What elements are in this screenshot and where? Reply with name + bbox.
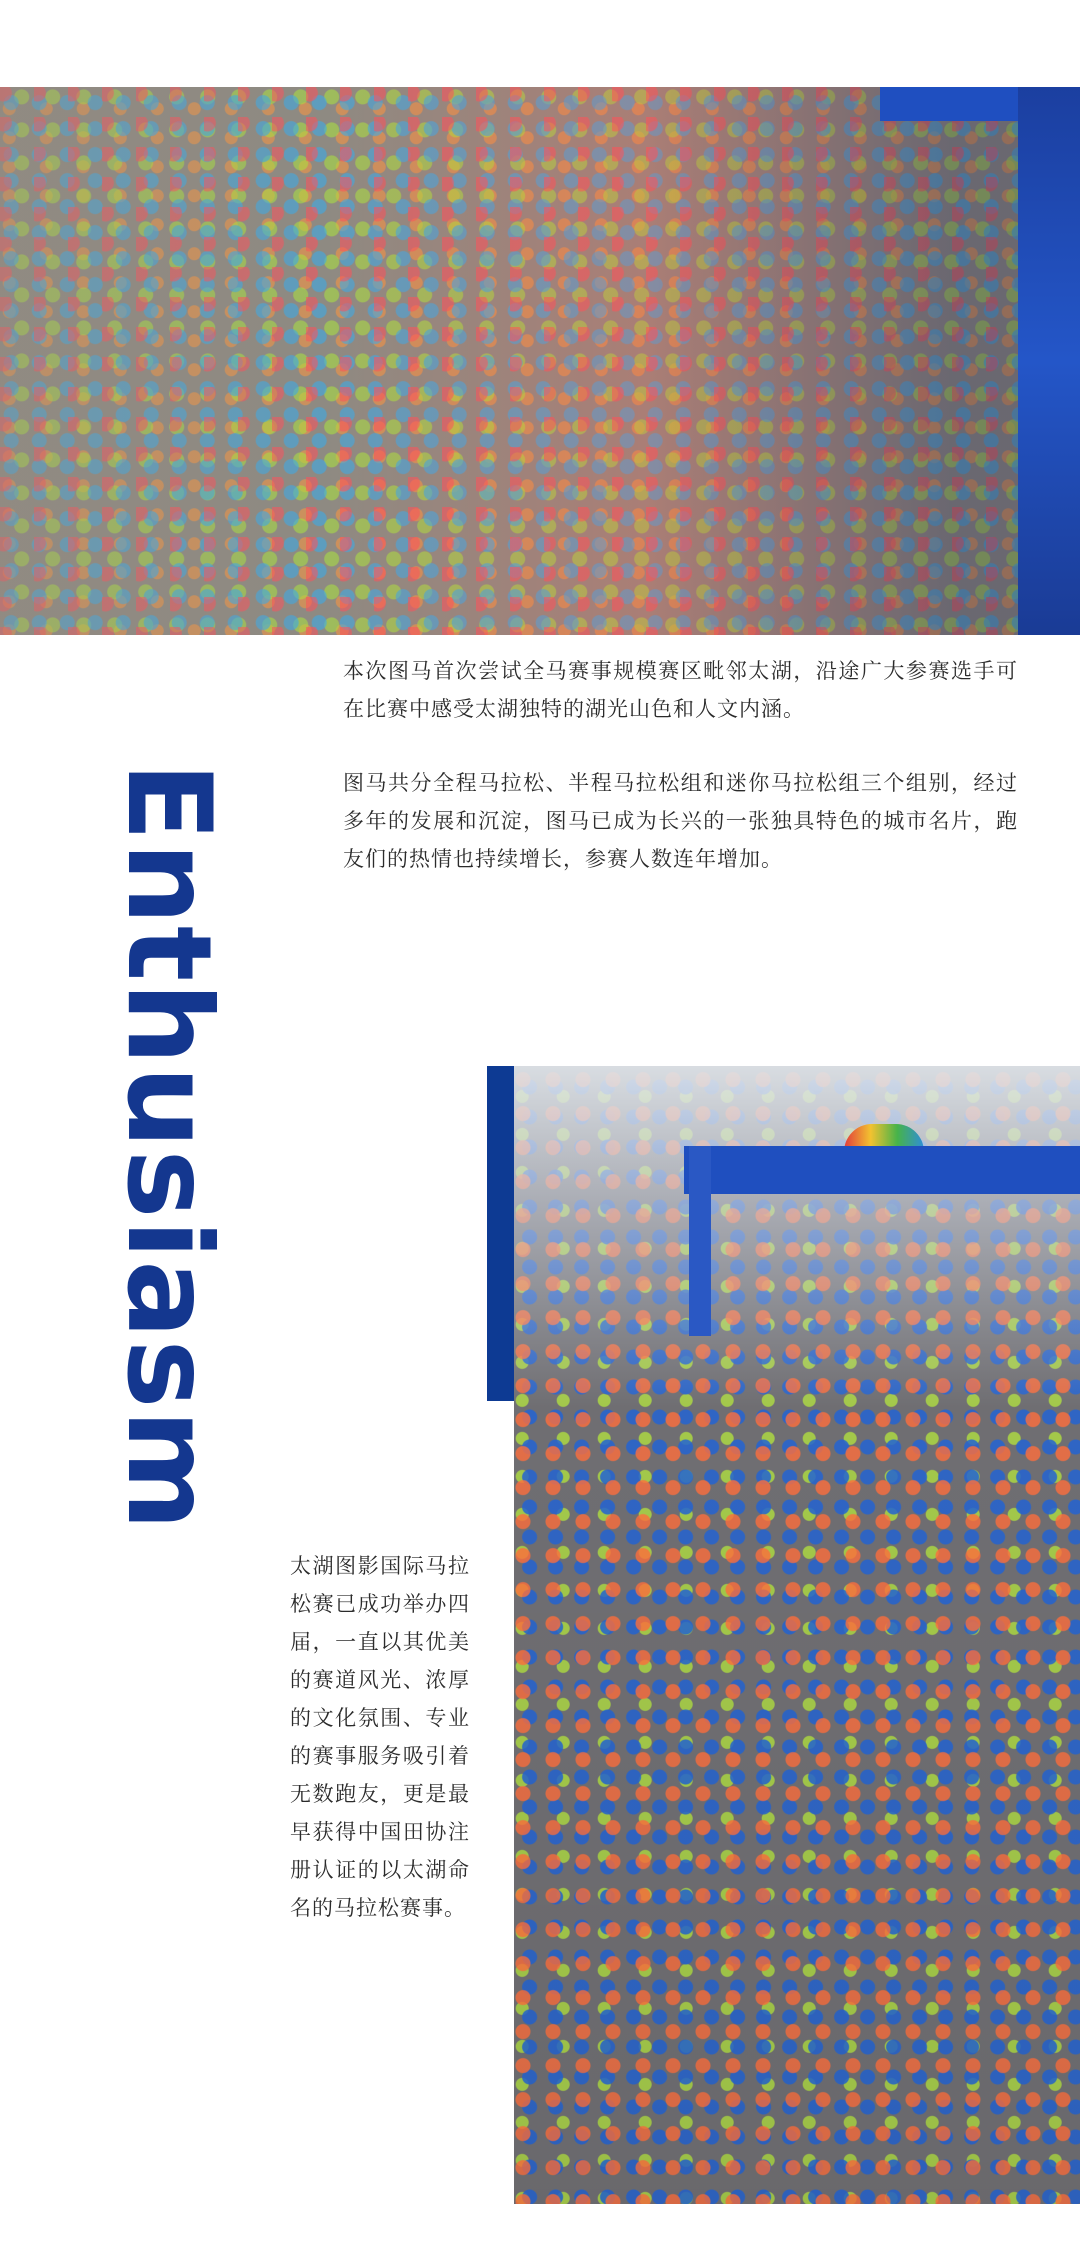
headline-text: Enthusiasm bbox=[101, 762, 236, 1532]
history-paragraph: 太湖图影国际马拉松赛已成功举办四届，一直以其优美的赛道风光、浓厚的文化氛围、专业的赛事服务吸引着无数跑友，更是最早获得中国田协注册认证的以太湖命名的马拉松赛事。 bbox=[290, 1554, 470, 1920]
aerial-crowd-photo bbox=[0, 87, 1080, 635]
categories-paragraph: 图马共分全程马拉松、半程马拉松组和迷你马拉松组三个组别，经过多年的发展和沉淀，图马已成为长兴的一张独具特色的城市名片，跑友们的热情也持续增长，参赛人数连年增加。 bbox=[343, 771, 1018, 871]
enthusiasm-headline bbox=[101, 762, 236, 1532]
finish-arch bbox=[684, 1146, 1080, 1194]
race-runners-photo bbox=[514, 1066, 1080, 2204]
start-arch bbox=[1018, 87, 1080, 635]
accent-bar bbox=[487, 1066, 514, 1401]
intro-paragraph: 本次图马首次尝试全马赛事规模赛区毗邻太湖，沿途广大参赛选手可在比赛中感受太湖独特的湖光山色和人文内涵。 bbox=[343, 659, 1018, 721]
arch-post bbox=[689, 1146, 711, 1336]
